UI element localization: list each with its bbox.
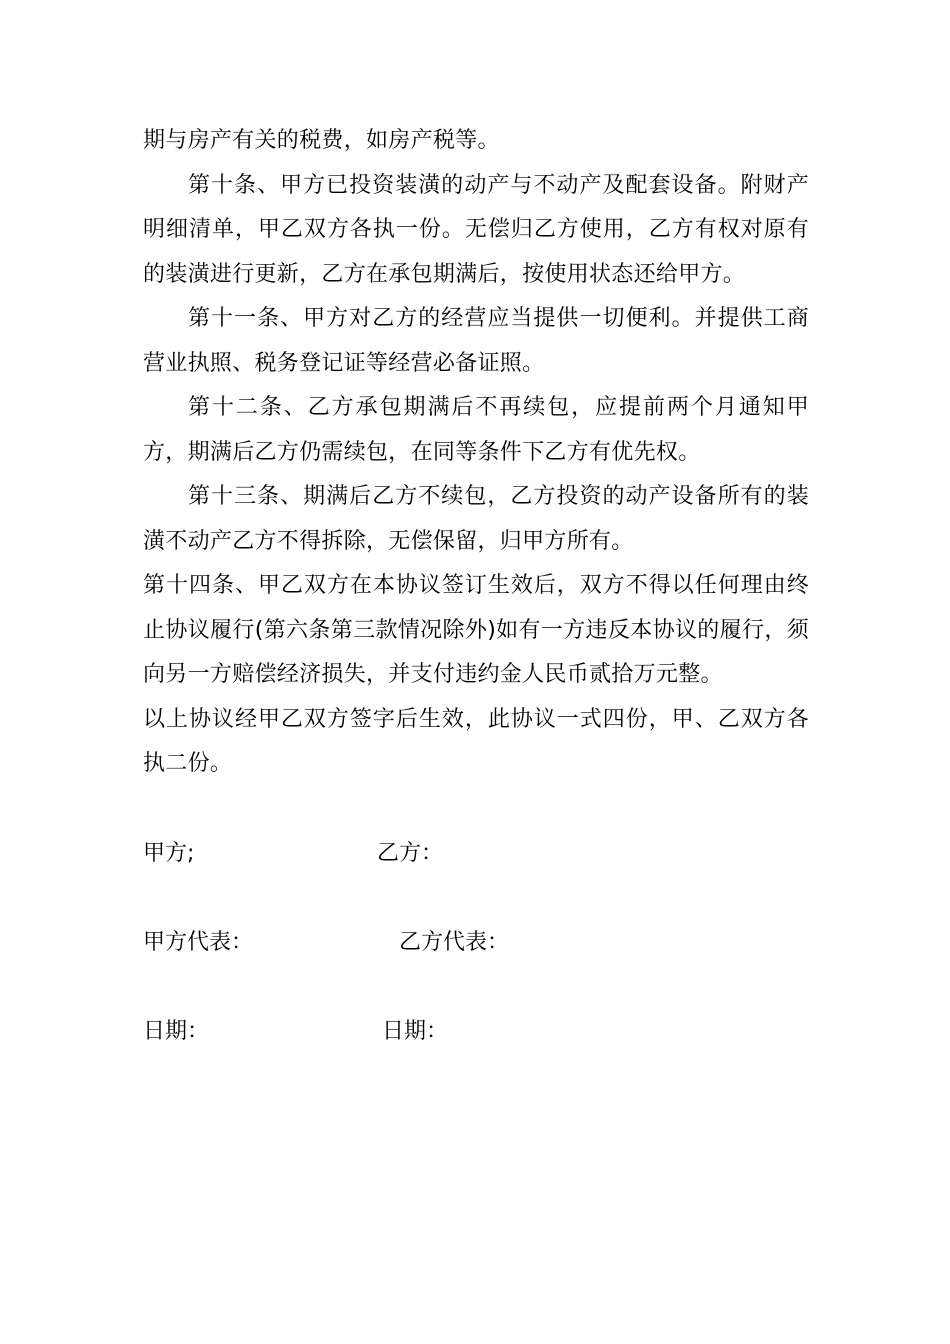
date-a-label: 日期： [143, 1019, 210, 1044]
party-a-label: 甲方; [143, 841, 195, 866]
paragraph-article-10: 第十条、甲方已投资装潢的动产与不动产及配套设备。附财产明细清单，甲乙双方各执一份。无偿归乙方使用，乙方有权对原有的装潢进行更新，乙方在承包期满后，按使用状态还给甲方。 [143, 172, 809, 287]
paragraph-closing: 以上协议经甲乙双方签字后生效，此协议一式四份，甲、乙双方各执二份。 [143, 706, 809, 776]
contract-body [143, 119, 809, 787]
party-a-representative-label: 甲方代表： [143, 930, 254, 955]
paragraph-article-11: 第十一条、甲方对乙方的经营应当提供一切便利。并提供工商营业执照、税务登记证等经营必备证照。 [143, 306, 809, 376]
party-b-representative-label: 乙方代表： [399, 930, 510, 955]
paragraph-article-13: 第十三条、期满后乙方不续包，乙方投资的动产设备所有的装潢不动产乙方不得拆除，无偿保留，归甲方所有。 [143, 484, 809, 554]
paragraph-tax-continuation: 期与房产有关的税费，如房产税等。 [143, 128, 500, 153]
party-b-label: 乙方： [377, 841, 444, 866]
paragraph-article-14: 第十四条、甲乙双方在本协议签订生效后，双方不得以任何理由终止协议履行(第六条第三款情况除外)如有一方违反本协议的履行，须向另一方赔偿经济损失，并支付违约金人民币贰拾万元整。 [143, 573, 809, 687]
paragraph-article-12: 第十二条、乙方承包期满后不再续包，应提前两个月通知甲方，期满后乙方仍需续包，在同等条件下乙方有优先权。 [143, 395, 809, 465]
date-b-label: 日期： [382, 1019, 449, 1044]
